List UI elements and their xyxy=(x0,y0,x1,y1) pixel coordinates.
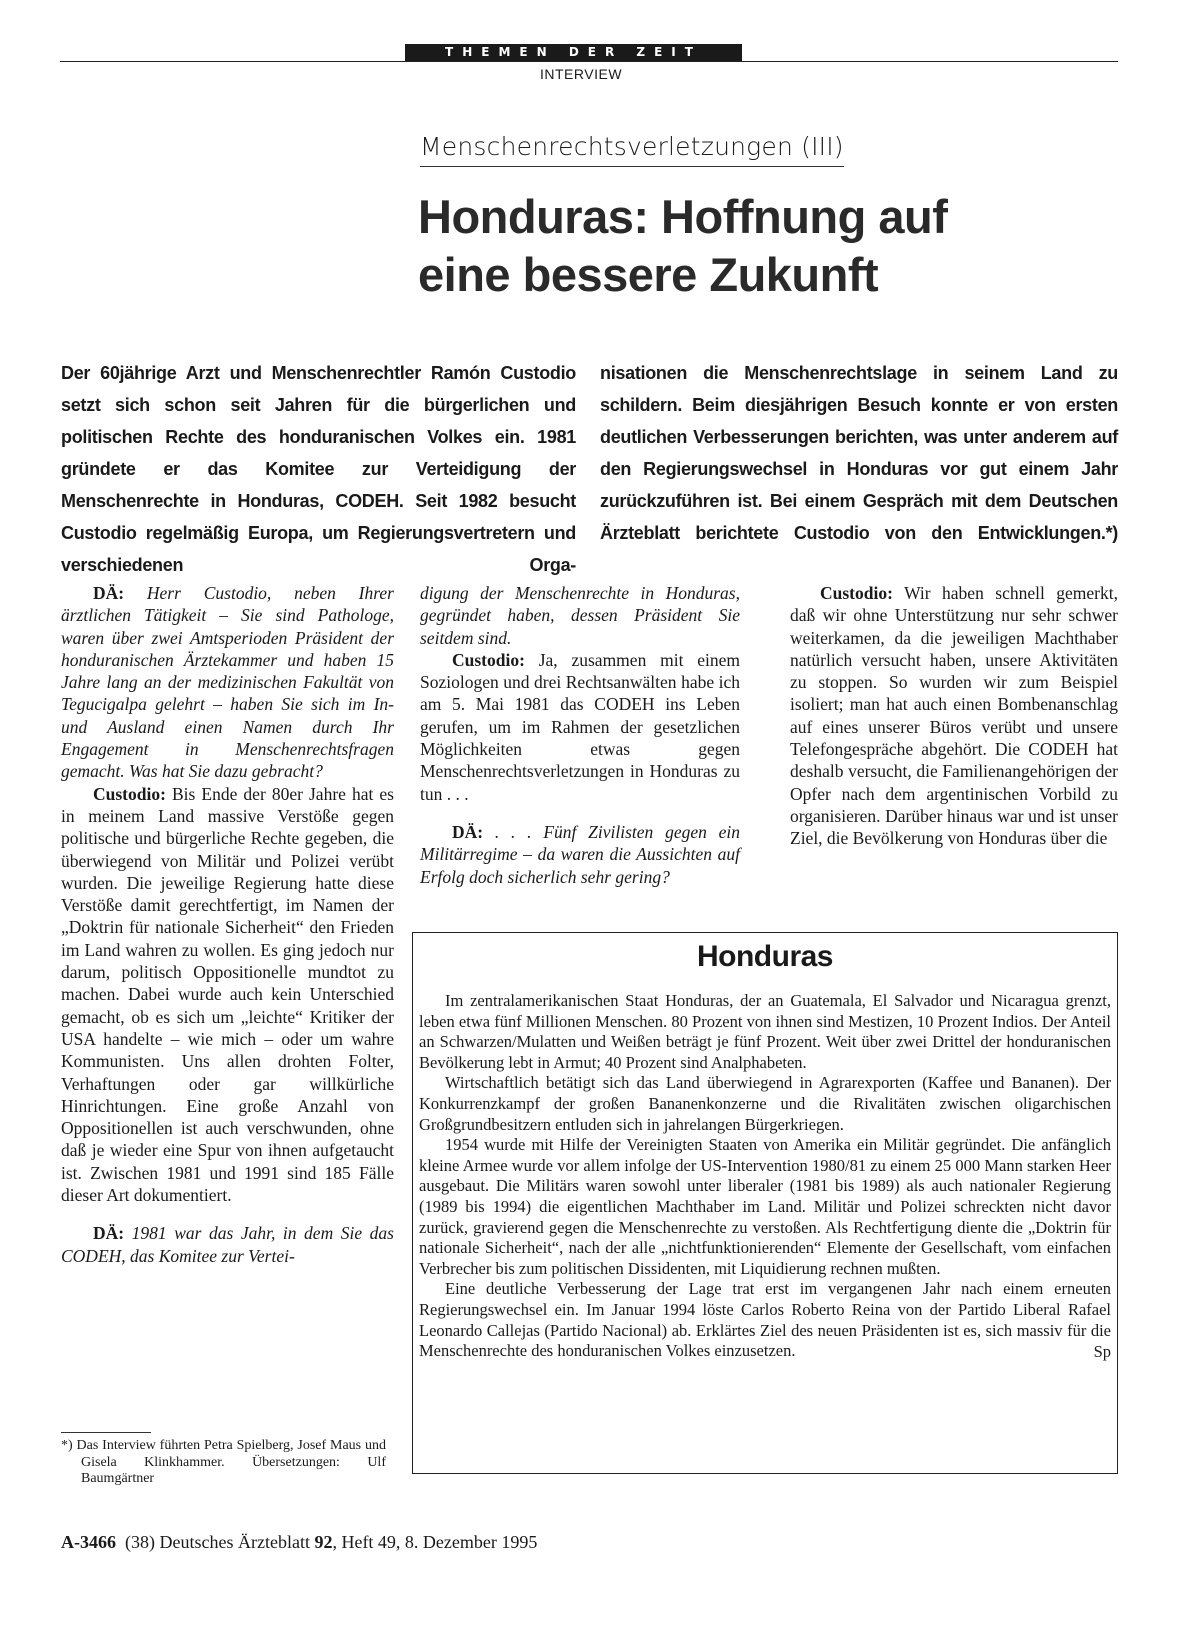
spacer xyxy=(61,1206,394,1222)
lead-right-text: nisationen die Menschenrechtslage in seinem Land zu schildern. Beim diesjährigen Besuch konnte er von ersten deutlichen Verbesserungen berichten, was unter anderem auf den Regierungswechsel in Honduras vor gut einem Jahr zurückzuführen ist. Bei einem Gespräch mit dem Deutschen Ärzteblatt berichtete Custodio von den Entwicklungen.*) xyxy=(600,363,1118,543)
answer-1 xyxy=(61,783,394,1207)
lead-left: Der 60jährige Arzt und Menschenrechtler Ramón Custodio setzt sich schon seit Jahren für die bürgerlichen und politischen Rechte des honduranischen Volkes ein. 1981 gründete er das Komitee zur Verteidigung der Menschenrechte in Honduras, CODEH. Seit 1982 besucht Custodio regelmäßig Europa, um Regierungsvertretern und verschiedenen Orga- xyxy=(61,363,576,575)
column-2 xyxy=(420,582,740,888)
journal-name: Deutsches Ärzteblatt xyxy=(159,1532,310,1552)
info-box-paragraph: Wirtschaftlich betätigt sich das Land überwiegend in Agrarexporten (Kaffee und Bananen). Der Konkurrenzkampf der großen Bananenkonzerne und die Rivalitäten zwischen oligarchischen Großgrundbesitzern entluden sich in jahrelangen Bürgerkriegen. xyxy=(419,1073,1111,1134)
question-3 xyxy=(420,821,740,888)
question-text: 1981 war das Jahr, in dem Sie das CODEH, das Komitee zur Vertei- xyxy=(61,1223,394,1266)
question-2-continued: digung der Menschenrechte in Honduras, gegründet haben, dessen Präsident Sie seitdem sind. xyxy=(420,583,740,648)
info-box-paragraph: 1954 wurde mit Hilfe der Vereinigten Staaten von Amerika ein Militär gegründet. Die anfänglich kleine Armee wurde vor allem infolge der US-Intervention 1980/81 zu einem 25 000 Mann starken Heer ausgebaut. Die Militärs waren sowohl unter liberaler (1981 bis 1989) als auch nationaler Regierung (1989 bis 1994) die eigentlichen Machthaber im Land. Militär und Polizei schreckten nicht davor zurück, gravierend gegen die Menschenrechte zu verstoßen. Als Rechtfertigung diente die „Doktrin für nationale Sicherheit“, nach der alle „nichtfunktionierenden“ Elemente der Gesellschaft, vom einfachen Verbrecher bis zum politischen Dissidenten, mit Liquidierung rechnen mußten. xyxy=(419,1135,1111,1278)
print-page: (38) xyxy=(125,1532,155,1552)
volume-number: 92 xyxy=(314,1532,333,1552)
article-headline xyxy=(418,188,1118,304)
page-number: A-3466 xyxy=(61,1532,116,1552)
page-footer xyxy=(61,1532,537,1553)
info-box-signature: Sp xyxy=(1093,1341,1111,1361)
section-label: INTERVIEW xyxy=(540,66,623,82)
headline-line-2: eine bessere Zukunft xyxy=(418,248,879,301)
question-text: Herr Custodio, neben Ihrer ärztlichen Tätigkeit – Sie sind Pathologe, waren über zwei Amtsperioden Präsident der honduranischen Ärztekammer und haben 15 Jahre lang an der medizinischen Fakultät von Tegucigalpa gelehrt – haben Sie sich im In- und Ausland einen Namen durch Ihr Engagement in Menschenrechtsfragen gemacht. Was hat Sie dazu gebracht? xyxy=(61,583,394,782)
headline-line-1: Honduras: Hoffnung auf xyxy=(418,190,948,243)
answer-3 xyxy=(790,582,1118,850)
header-rule xyxy=(60,61,1118,62)
info-box-title: Honduras xyxy=(696,940,833,973)
footnote xyxy=(61,1438,386,1488)
speaker-label: DÄ: xyxy=(452,821,484,842)
info-box xyxy=(412,932,1118,1474)
info-box-text xyxy=(419,991,1111,1362)
article-kicker: Menschenrechtsverletzungen (III) xyxy=(420,130,844,167)
speaker-label: Custodio: xyxy=(820,583,893,603)
answer-text: Bis Ende der 80er Jahre hat es in meinem Land massive Verstöße gegen politische und bürgerliche Rechte gegeben, die überwiegend von Militär und Polizei verübt wurden. Die jeweilige Regierung hatte diese Verstöße damit gerechtfertigt, im Namen der „Doktrin für nationale Sicherheit“ den Frieden im Land wahren zu wollen. Es ging jedoch nur darum, politisch Oppositionelle mundtot zu machen. Dabei wurde auch kein Unterschied gemacht, ob es sich um „leichte“ Kritiker der USA handelte – wie mich – oder um wahre Kommunisten. Uns allen drohten Folter, Verhaftungen oder gar willkürliche Hinrichtungen. Eine große Anzahl von Oppositionellen ist auch verschwunden, ohne daß je wieder eine Spur von ihnen aufgetaucht ist. Zwischen 1981 und 1991 sind 185 Fälle dieser Art dokumentiert. xyxy=(61,783,394,1206)
rubric-label: THEMEN DER ZEIT xyxy=(405,44,742,61)
answer-text: Wir haben schnell gemerkt, daß wir ohne Unterstützung nur sehr schwer weiterkamen, da die jeweiligen Machthaber natürlich versucht haben, unsere Aktivitäten zu stoppen. So wurden wir zum Beispiel isoliert; man hat auch einen Bombenanschlag auf eines unserer Büros verübt und unsere Telefongespräche abgehört. Die CODEH hat deshalb versucht, die Familienangehörigen der Opfer nach dem argentinischen Vorbild zu organisieren. Darüber hinaus war und ist unser Ziel, die Bevölkerung von Honduras über die xyxy=(790,583,1118,849)
info-box-paragraph: Im zentralamerikanischen Staat Honduras, der an Guatemala, El Salvador und Nicaragua grenzt, leben etwa fünf Millionen Menschen. 80 Prozent von ihnen sind Mestizen, 10 Prozent Indios. Der Anteil an Schwarzen/Mulatten und Weißen beträgt je fünf Prozent. Weit über zwei Drittel der honduranischen Bevölkerung lebt in Armut; 40 Prozent sind Analphabeten. xyxy=(419,991,1111,1072)
question-text: . . . Fünf Zivilisten gegen ein Militärregime – da waren die Aussichten auf Erfolg doch sicherlich sehr gering? xyxy=(420,821,741,887)
answer-2 xyxy=(420,649,740,805)
spacer xyxy=(420,805,740,821)
speaker-label: DÄ: xyxy=(93,583,125,603)
footnote-rule xyxy=(61,1432,151,1433)
answer-text: Ja, zusammen mit einem Soziologen und drei Rechtsanwälten habe ich am 5. Mai 1981 das CODEH ins Leben gerufen, um im Rahmen der gesetzlichen Möglichkeiten etwas gegen Menschenrechtsverletzungen in Honduras zu tun . . . xyxy=(420,649,740,804)
question-1 xyxy=(61,582,394,783)
footnote-text: *) Das Interview führten Petra Spielberg, Josef Maus und Gisela Klinkhammer. Übersetzungen: Ulf Baumgärtner xyxy=(61,1438,386,1486)
info-box-paragraph: Eine deutliche Verbesserung der Lage trat erst im vergangenen Jahr nach einem erneuten Regierungswechsel ein. Im Januar 1994 löste Carlos Roberto Reina von der Partido Liberal Rafael Leonardo Callejas (Partido Nacional) ab. Erklärtes Ziel des neuen Präsidenten ist es, sich massiv für die Menschenrechte des honduranischen Volkes einzusetzen. xyxy=(419,1279,1111,1361)
question-2 xyxy=(61,1222,394,1267)
speaker-label: Custodio: xyxy=(93,783,166,804)
column-3 xyxy=(790,582,1118,850)
issue-info: , Heft 49, 8. Dezember 1995 xyxy=(332,1532,538,1552)
speaker-label: Custodio: xyxy=(452,649,525,670)
speaker-label: DÄ: xyxy=(93,1223,125,1244)
column-1 xyxy=(61,582,394,1267)
lead-right xyxy=(600,357,1118,549)
